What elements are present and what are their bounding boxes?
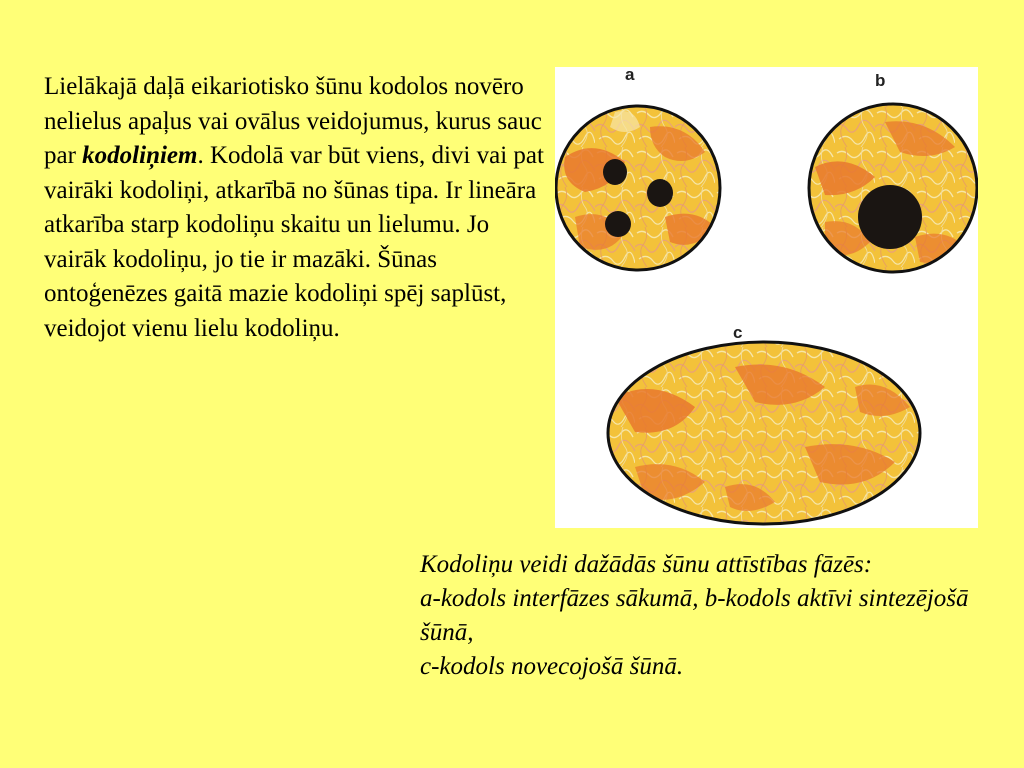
label-a: a bbox=[625, 67, 635, 84]
nucleus-c bbox=[608, 342, 920, 524]
nucleus-b bbox=[809, 104, 977, 272]
caption-line-2: a-kodols interfāzes sākumā, b-kodols aktīvi sintezējošā šūnā, bbox=[420, 585, 969, 646]
body-paragraph bbox=[44, 70, 549, 346]
nucleolus-b bbox=[858, 185, 922, 249]
paragraph-text-2: . Kodolā var būt viens, divi vai pat vairāki kodoliņi, atkarībā no šūnas tipa. Ir lineāra atkarība starp kodoliņu skaitu un lielumu. Jo vairāk kodoliņu, jo tie ir mazāki. Šūnas ontoģenēzes gaitā mazie kodoliņi spēj saplūst, veidojot vienu lielu kodoliņu. bbox=[44, 142, 544, 342]
label-b: b bbox=[875, 71, 886, 90]
nucleolus-a1 bbox=[603, 159, 627, 185]
caption-line-3: c-kodols novecojošā šūnā. bbox=[420, 653, 684, 680]
figure-caption bbox=[420, 548, 980, 684]
nucleus-a bbox=[556, 106, 720, 270]
caption-line-1: Kodoliņu veidi dažādās šūnu attīstības fāzēs: bbox=[420, 551, 873, 578]
paragraph-emphasis: kodoliņiem bbox=[82, 142, 198, 169]
nucleolus-figure bbox=[555, 67, 978, 528]
nucleolus-a3 bbox=[605, 211, 631, 237]
nucleus-diagram bbox=[555, 67, 978, 528]
paragraph-text-1: Lielākajā daļā eikariotisko šūnu kodolos novēro nelielus apaļus vai ovālus veidojumus, kurus sauc par bbox=[44, 73, 542, 169]
nucleolus-a2 bbox=[647, 179, 673, 207]
label-c: c bbox=[733, 323, 743, 342]
